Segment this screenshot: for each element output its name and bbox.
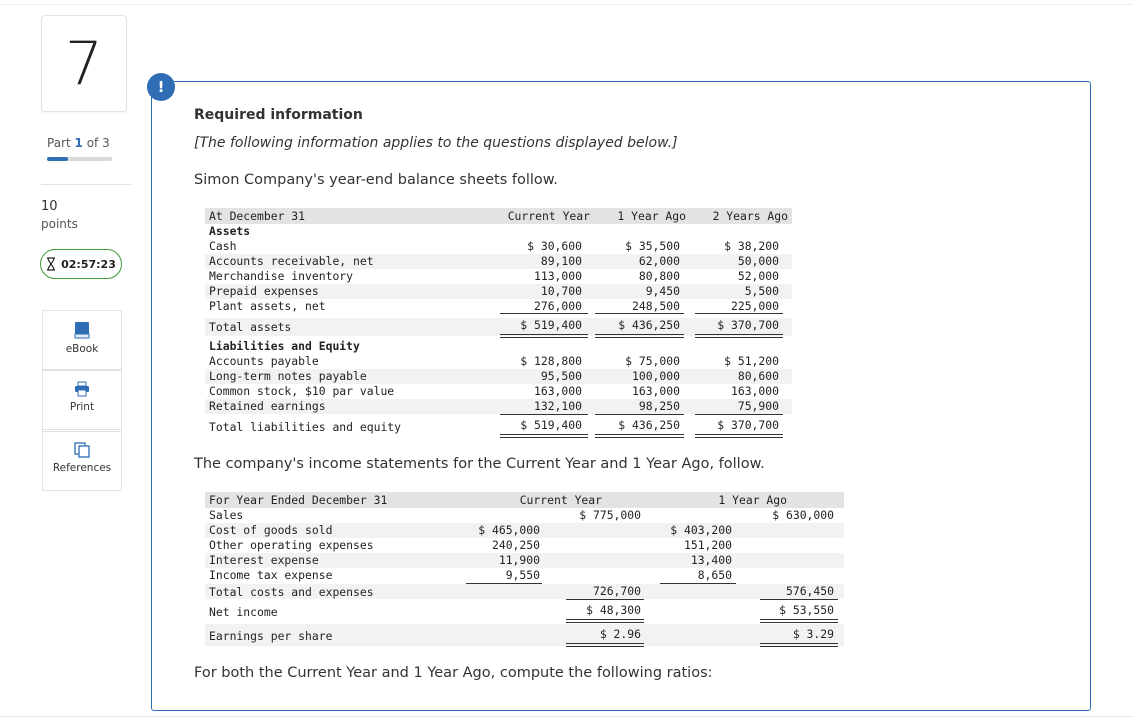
bs-row-label: Prepaid expenses [209, 284, 319, 298]
references-label: References [52, 462, 112, 474]
timer-value: 02:57:23 [61, 257, 116, 271]
bs-total-assets-label: Total assets [209, 320, 292, 334]
is-header-py: 1 Year Ago [718, 493, 787, 507]
bs-underline [695, 313, 783, 314]
required-info-title: Required information [194, 107, 363, 123]
bs-total-assets-py: $ 436,250 [618, 318, 680, 332]
points-label: points [41, 217, 78, 231]
bs-underline [695, 414, 783, 415]
is-underline [466, 583, 542, 584]
bs-total-liab-label: Total liabilities and equity [209, 420, 402, 434]
ebook-label: eBook [65, 343, 99, 355]
bs-row-py: 100,000 [631, 369, 680, 383]
is-net-income-py: $ 53,550 [779, 603, 834, 617]
bs-header-cy: Current Year [507, 209, 590, 223]
bottom-divider [0, 716, 1133, 717]
bs-row-label: Long-term notes payable [209, 369, 367, 383]
bs-row-2y: 75,900 [737, 399, 779, 413]
book-icon [74, 321, 90, 339]
bs-row-2y: 5,500 [744, 284, 779, 298]
bs-row-cy: 132,100 [533, 399, 582, 413]
is-double-underline [760, 643, 838, 647]
is-cost-cy: 11,900 [498, 553, 540, 567]
bs-underline [500, 414, 588, 415]
printer-icon [74, 381, 90, 397]
is-cost-py: 13,400 [690, 553, 732, 567]
bs-row-2y: 80,600 [737, 369, 779, 383]
bs-row-2y: 50,000 [737, 254, 779, 268]
is-cost-label: Income tax expense [209, 568, 333, 582]
bs-row-2y: $ 38,200 [724, 239, 779, 253]
references-icon [74, 442, 90, 458]
bs-liab-heading: Liabilities and Equity [209, 339, 360, 353]
is-total-costs-label: Total costs and expenses [209, 585, 374, 599]
is-cost-cy: 9,550 [505, 568, 540, 582]
is-header-cy: Current Year [519, 493, 602, 507]
is-double-underline [566, 619, 644, 623]
bs-double-underline [695, 434, 783, 438]
points-value: 10 [41, 199, 58, 214]
bs-row-2y: 225,000 [730, 299, 779, 313]
bs-row-label: Common stock, $10 par value [209, 384, 395, 398]
is-underline [760, 599, 838, 600]
is-eps-cy: $ 2.96 [599, 627, 641, 641]
bs-row-cy: $ 128,800 [520, 354, 582, 368]
bs-row-py: 62,000 [638, 254, 680, 268]
bs-row-label: Retained earnings [209, 399, 326, 413]
bs-row-py: 98,250 [638, 399, 680, 413]
references-button[interactable] [42, 431, 122, 491]
is-net-income-cy: $ 48,300 [586, 603, 641, 617]
bs-total-assets-2y: $ 370,700 [717, 318, 779, 332]
print-button[interactable] [42, 370, 122, 430]
income-statement-intro: The company's income statements for the Current Year and 1 Year Ago, follow. [194, 456, 765, 472]
is-underline [660, 583, 736, 584]
bs-row-cy: 10,700 [540, 284, 582, 298]
part-progress-fill [47, 157, 68, 161]
is-cost-py: 151,200 [683, 538, 732, 552]
print-label: Print [69, 401, 95, 413]
bs-row-py: $ 75,000 [625, 354, 680, 368]
bs-double-underline [500, 334, 588, 338]
bs-row-cy: 89,100 [540, 254, 582, 268]
balance-sheet-intro: Simon Company's year-end balance sheets follow. [194, 172, 558, 188]
bs-row-cy: 113,000 [533, 269, 582, 283]
is-cost-cy: 240,250 [491, 538, 540, 552]
bs-row-label: Merchandise inventory [209, 269, 354, 283]
bs-row-py: 80,800 [638, 269, 680, 283]
is-cost-label: Cost of goods sold [209, 523, 333, 537]
bs-total-assets-cy: $ 519,400 [520, 318, 582, 332]
is-sales-label: Sales [209, 508, 244, 522]
bs-row-cy: $ 30,600 [527, 239, 582, 253]
bs-row-label: Accounts receivable, net [209, 254, 374, 268]
bs-double-underline [595, 434, 684, 438]
bs-row-cy: 276,000 [533, 299, 582, 313]
is-cost-label: Interest expense [209, 553, 319, 567]
required-info-subtitle: [The following information applies to the questions displayed below.] [194, 135, 678, 151]
is-cost-py: $ 403,200 [670, 523, 732, 537]
bs-row-2y: 52,000 [737, 269, 779, 283]
bs-double-underline [500, 434, 588, 438]
is-net-income-label: Net income [209, 605, 278, 619]
is-total-costs-cy: 726,700 [592, 584, 641, 598]
ebook-button[interactable] [42, 310, 122, 370]
bs-row-2y: 163,000 [730, 384, 779, 398]
bs-row-label: Accounts payable [209, 354, 319, 368]
rail-divider [41, 184, 131, 185]
is-total-costs-py: 576,450 [785, 584, 834, 598]
part-indicator: Part 1 of 3 [47, 136, 110, 150]
bs-row-py: $ 35,500 [625, 239, 680, 253]
bs-total-liab-cy: $ 519,400 [520, 418, 582, 432]
bs-underline [500, 313, 588, 314]
bs-row-cy: 163,000 [533, 384, 582, 398]
is-double-underline [760, 619, 838, 623]
is-eps-label: Earnings per share [209, 629, 333, 643]
bs-underline [595, 313, 684, 314]
alert-icon: ! [147, 73, 175, 101]
is-underline [566, 599, 644, 600]
is-double-underline [566, 643, 644, 647]
is-cost-py: 8,650 [697, 568, 732, 582]
bs-underline [595, 414, 684, 415]
bs-double-underline [695, 334, 783, 338]
bs-header-py: 1 Year Ago [617, 209, 686, 223]
is-header-label: For Year Ended December 31 [209, 493, 388, 507]
is-cost-cy: $ 465,000 [478, 523, 540, 537]
ratios-prompt: For both the Current Year and 1 Year Ago, compute the following ratios: [194, 665, 713, 681]
bs-assets-heading: Assets [209, 224, 251, 238]
top-divider [0, 0, 1133, 5]
is-cost-label: Other operating expenses [209, 538, 374, 552]
is-sales-py: $ 630,000 [772, 508, 834, 522]
timer[interactable] [40, 249, 122, 279]
bs-row-label: Cash [209, 239, 237, 253]
bs-row-py: 163,000 [631, 384, 680, 398]
bs-row-label: Plant assets, net [209, 299, 326, 313]
part-progress-bar [47, 157, 112, 161]
bs-header-label: At December 31 [209, 209, 306, 223]
bs-header-2y: 2 Years Ago [712, 209, 788, 223]
bs-row-2y: $ 51,200 [724, 354, 779, 368]
bs-row-cy: 95,500 [540, 369, 582, 383]
hourglass-icon [46, 257, 56, 271]
bs-row-py: 9,450 [645, 284, 680, 298]
is-eps-py: $ 3.29 [792, 627, 834, 641]
bs-total-liab-py: $ 436,250 [618, 418, 680, 432]
is-sales-cy: $ 775,000 [579, 508, 641, 522]
bs-double-underline [595, 334, 684, 338]
bs-row-py: 248,500 [631, 299, 680, 313]
bs-total-liab-2y: $ 370,700 [717, 418, 779, 432]
question-number: 7 [41, 15, 127, 112]
